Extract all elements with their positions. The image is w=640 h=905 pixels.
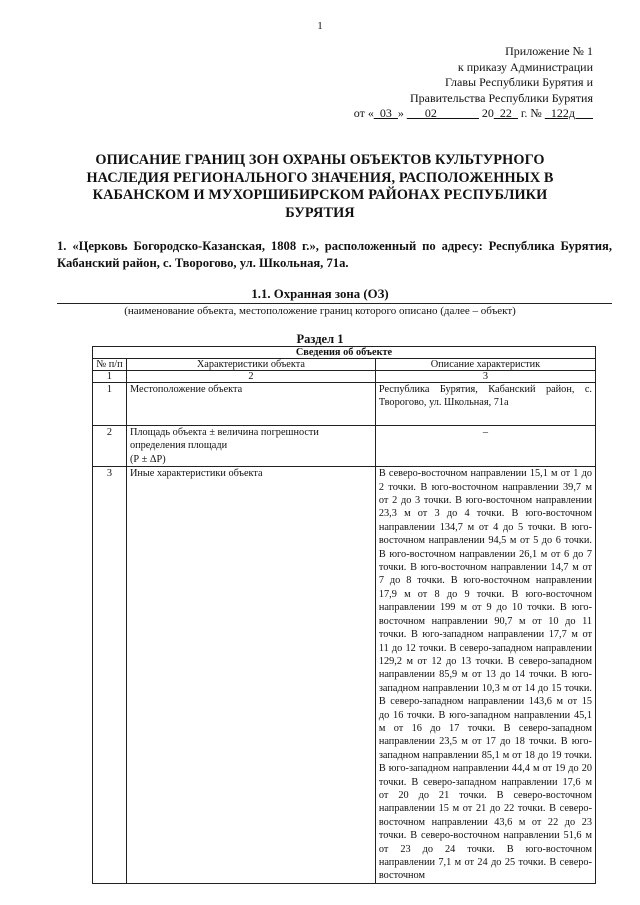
date-year-suffix: г. № (517, 106, 545, 120)
header-characteristic: Характеристики объекта (126, 359, 375, 371)
row-characteristic: Иные характеристики объекта (126, 467, 375, 884)
appendix-block (354, 44, 593, 122)
document-title: ОПИСАНИЕ ГРАНИЦ ЗОН ОХРАНЫ ОБЪЕКТОВ КУЛЬТУРНОГО НАСЛЕДИЯ РЕГИОНАЛЬНОГО ЗНАЧЕНИЯ, РАСПОЛОЖЕННЫХ В КАБАНСКОМ И МУХОРШИБИРСКОМ РАЙОНАХ РЕСПУБЛИКИ БУРЯТИЯ (86, 152, 554, 221)
table-row (93, 426, 596, 467)
header-number: № п/п (93, 359, 127, 371)
row-number: 1 (93, 383, 127, 426)
table-caption: Сведения об объекте (93, 347, 596, 359)
appendix-line-3: Главы Республики Бурятия и (445, 75, 593, 89)
row-description: Республика Бурятия, Кабанский район, с. Творогово, ул. Школьная, 71а (375, 383, 595, 426)
date-year-prefix: 20 (478, 106, 494, 120)
appendix-date-line (354, 106, 593, 122)
row-characteristic-line-1: Площадь объекта ± величина погрешности определения площади (129, 427, 319, 452)
row-description: В северо-восточном направлении 15,1 м от 1 до 2 точки. В юго-восточном направлении 39,7 м от 2 до 3 точки. В юго-восточном направлении 23,3 м от 3 до 4 точки. В юго-восточном направлении 134,7 м от 4 до 5 точки. В юго-восточном направлении 94,5 м от 5 до 6 точки. В юго-восточном направлении 26,1 м от 6 до 7 точки. В юго-восточном направлении 14,7 м от 7 до 8 точки. В юго-восточном направлении 17,9 м от 8 до 9 точки. В юго-восточном направлении 199 м от 9 до 10 точки. В юго-восточном направлении 90,7 м от 10 до 11 точки. В юго-западном направлении 17,7 м от 11 до 12 точки. В северо-западном направлении 129,2 м от 12 до 13 точки. В северо-западном направлении 85,9 м от 13 до 14 точки. В юго-западном направлении 10,3 м от 14 до 15 точки. В северо-западном направлении 143,6 м от 15 до 16 точки. В юго-западном направлении 45,1 м от 16 до 17 точки. В северо-западном направлении 23,5 м от 17 до 18 точки. В юго-западном направлении 85,1 м от 18 до 19 точки. В юго-западном направлении 44,4 м от 19 до 20 точки. В северо-западном направлении 17,6 м от 20 до 21 точки. В северо-восточном направлении 15 м от 21 до 22 точки. В северо-восточном направлении 43,6 м от 22 до 23 точки. В северо-восточном направлении 51,6 м от 23 до 24 точки. В юго-восточном направлении 7,1 м от 24 до 25 точки. В северо-восточном (375, 467, 595, 884)
col-number-1: 1 (93, 371, 127, 383)
date-year: _22_ (493, 106, 518, 120)
row-number: 2 (93, 426, 127, 467)
order-number: _122д___ (544, 106, 593, 120)
table-header-row (93, 359, 596, 371)
zone-divider (57, 303, 612, 304)
object-info-table (92, 346, 596, 884)
table-row (93, 383, 596, 426)
row-characteristic-line-2: (Р ± ΔР) (129, 453, 166, 465)
header-description: Описание характеристик (375, 359, 595, 371)
zone-caption: (наименование объекта, местоположение границ которого описано (далее – объект) (124, 305, 516, 317)
col-number-3: 3 (375, 371, 595, 383)
date-sep: » (397, 106, 407, 120)
object-heading: 1. «Церковь Богородско-Казанская, 1808 г.», расположенный по адресу: Республика Бурятия, Кабанский район, с. Творогово, ул. Школьная, 71а. (57, 239, 612, 270)
table-row (93, 467, 596, 884)
appendix-line-2: к приказу Администрации (457, 59, 593, 74)
appendix-line-4: Правительства Республики Бурятия (409, 90, 593, 105)
row-number: 3 (93, 467, 127, 884)
col-number-2: 2 (126, 371, 375, 383)
table-caption-row (93, 347, 596, 359)
date-prefix: от « (353, 106, 374, 120)
zone-title: 1.1. Охранная зона (ОЗ) (251, 287, 389, 301)
row-description: – (375, 426, 595, 467)
appendix-line-1: Приложение № 1 (505, 44, 593, 58)
row-characteristic (126, 426, 375, 467)
page-number: 1 (317, 20, 323, 32)
date-day: _03_ (373, 106, 398, 120)
row-characteristic: Местоположение объекта (126, 383, 375, 426)
table-column-number-row (93, 371, 596, 383)
date-month: ___02_______ (406, 106, 479, 120)
section-title: Раздел 1 (296, 332, 344, 346)
